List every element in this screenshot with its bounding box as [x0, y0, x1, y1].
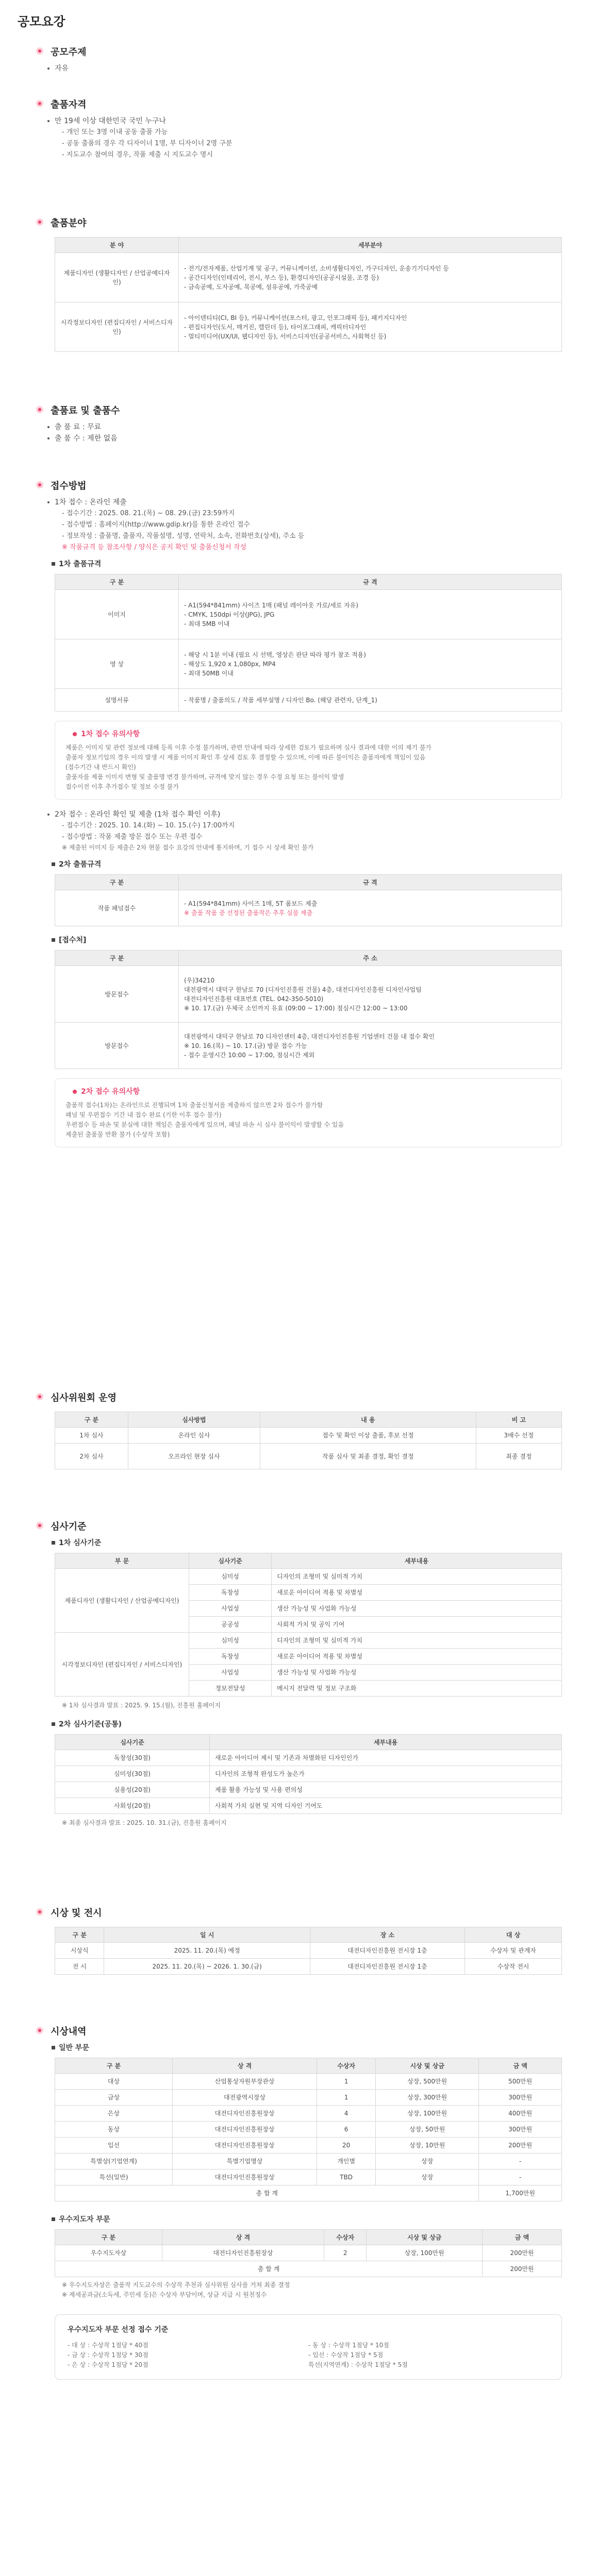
table-row [55, 2138, 562, 2154]
table-cell: 1 [317, 2074, 376, 2090]
section-heading: 출품료 및 출품수 [36, 404, 562, 416]
table-header: 구 분 [55, 951, 179, 966]
table-cell [179, 590, 562, 639]
table-header: 심사방법 [128, 1412, 260, 1428]
table-cell: 방문접수 [55, 966, 179, 1023]
table-cell: - [479, 2154, 562, 2170]
subsection-title: 2차 출품규격 [36, 859, 562, 870]
table-cell: 이미지 [55, 590, 179, 639]
notice-box [55, 1078, 562, 1147]
cell-line: - 공간디자인(인테리어, 전시, 부스 등), 환경디자인(공공시설물, 조경 등) [184, 274, 379, 281]
table-row [55, 1023, 562, 1069]
table-cell: 사회적 가치 실현 및 지역 디자인 기여도 [210, 1798, 562, 1814]
table-cell: 400만원 [479, 2106, 562, 2122]
criteria-line: - 대 상 : 수상작 1점당 * 40점 [68, 2342, 148, 2349]
table-header: 심사기준 [55, 1735, 210, 1750]
table-row [55, 2170, 562, 2185]
table-cell: 시각정보디자인 (편집디자인 / 서비스디자인) [55, 302, 179, 352]
table-cell: 우수지도자상 [55, 2245, 162, 2261]
table-cell: 새로운 아이디어 적용 및 차별성 [272, 1649, 562, 1665]
subsection-title: 일반 부문 [36, 2042, 562, 2054]
criteria-line: - 입선 : 수상작 1점당 * 5점 [308, 2351, 384, 2359]
table-header: 시상 및 상금 [367, 2230, 483, 2245]
table-header: 부 문 [55, 1553, 189, 1569]
section-eligibility [36, 98, 562, 161]
table-row [55, 1569, 562, 1585]
stage1-table [55, 574, 562, 711]
cell-line: - 아이덴티티(CI, BI 등), 커뮤니케이션(포스터, 광고, 인포그래픽 등), 패키지디자인 [184, 314, 407, 321]
section-ceremony [36, 1906, 562, 1975]
table-cell: 심미성 [189, 1569, 272, 1585]
criteria-line: - 금 상 : 수상작 1점당 * 30점 [68, 2351, 148, 2359]
section-heading: 시상내역 [36, 2025, 562, 2037]
table-header: 규 격 [179, 875, 562, 890]
notice-line: 패널 및 우편접수 기간 내 접수 완료 (기한 이후 접수 불가) [65, 1111, 222, 1118]
table-cell: 오프라인 현장 심사 [128, 1444, 260, 1469]
table-cell: 생산 가능성 및 사업화 가능성 [272, 1665, 562, 1681]
page-title: 공모요강 [18, 14, 65, 29]
table-header: 구 분 [55, 875, 179, 890]
table-cell [179, 253, 562, 302]
table-header: 내 용 [260, 1412, 476, 1428]
table-total-row [55, 2185, 562, 2201]
table-cell: 사업성 [189, 1665, 272, 1681]
cell-line: ※ 10. 16.(목) ~ 10. 17.(금) 방문 접수 가능 [184, 1042, 307, 1049]
section-heading: 시상 및 전시 [36, 1906, 562, 1919]
table-cell: 상장, 100만원 [367, 2245, 483, 2261]
table-cell: 독창성 [189, 1585, 272, 1601]
table-cell: 대상 [55, 2074, 173, 2090]
cell-line: - 멀티미디어(UX/UI, 웹디자인 등), 서비스디자인(공공서비스, 사회혁신 등) [184, 332, 387, 340]
cell-line: 대전디자인진흥원 대표번호 (TEL. 042-350-5010) [184, 995, 324, 1003]
table-cell: 2025. 11. 20.(목) 예정 [104, 1943, 310, 1959]
table-row [55, 689, 562, 711]
table-cell: 300만원 [479, 2090, 562, 2106]
section-subject [36, 45, 562, 74]
section-field [36, 216, 562, 352]
subsection-title: [접수처] [36, 935, 562, 946]
notice-line: 접수이전 이후 추가접수 및 정보 수정 불가 [65, 783, 179, 790]
section-limit [36, 404, 562, 444]
cell-line: 대전광역시 대덕구 한남로 70 (디자인진흥원 건물) 4층, 대전디자인진흥원 디자인사업팀 [184, 986, 422, 993]
cell-line: (우)34210 [184, 976, 215, 984]
table-cell: 영 상 [55, 639, 179, 689]
table-cell: 생산 가능성 및 사업화 가능성 [272, 1601, 562, 1617]
list-sub: - 공동 출품의 경우 각 디자이너 1명, 부 디자이너 2명 구분 [62, 140, 233, 147]
notice-line: 출품자를 제품 이미지 변형 및 출품명 변경 불가하며, 규격에 맞지 않는 경우 수정 요청 또는 불이익 발생 [65, 773, 344, 781]
cell-line: ※ 출품 작품 중 선정된 출품작은 추후 실물 제출 [184, 909, 313, 917]
table-cell: 제품디자인 (생활디자인 / 산업공예디자인) [55, 253, 179, 302]
table-cell: 2025. 11. 20.(목) ~ 2026. 1. 30.(금) [104, 1959, 310, 1975]
table-cell: 새로운 아이디어 제시 및 기존과 차별화된 디자인인가 [210, 1750, 562, 1766]
table-row [55, 590, 562, 639]
table-cell: 6 [317, 2122, 376, 2138]
table-header: 구 분 [55, 1412, 128, 1428]
table-row [55, 2122, 562, 2138]
jury-table [55, 1412, 562, 1469]
total-value: 200만원 [482, 2261, 561, 2277]
table-row [55, 1633, 562, 1649]
section-heading: 접수방법 [36, 479, 562, 492]
table-cell: 방문접수 [55, 1023, 179, 1069]
criteria-line: 특선(지역연계) : 수상작 1점당 * 5점 [308, 2361, 408, 2368]
table-cell: 산업통상자원부장관상 [173, 2074, 317, 2090]
total-label: 총 합 계 [55, 2185, 479, 2201]
table-header: 세부분야 [179, 238, 562, 253]
table-cell: 1차 심사 [55, 1428, 128, 1444]
table-cell: 접수 및 확인 이상 출품, 후보 선정 [260, 1428, 476, 1444]
notice-line: 제출된 출품물 반환 불가 (수상작 포함) [65, 1131, 170, 1138]
table-cell: 온라인 심사 [128, 1428, 260, 1444]
criteria2-table [55, 1734, 562, 1814]
table-cell: 대전광역시장상 [173, 2090, 317, 2106]
criteria-line: - 동 상 : 수상작 1점당 * 10점 [308, 2342, 389, 2349]
table-cell: 2 [324, 2245, 367, 2261]
table-cell: 상장, 50만원 [376, 2122, 479, 2138]
table-header: 시상 및 상금 [376, 2058, 479, 2074]
cell-line: - CMYK, 150dpi 이상(JPG), JPG [184, 611, 275, 618]
table-cell: - 작품명 / 출품의도 / 작품 세부설명 / 디자인 Bo. (해당 관련자, 단계_1) [179, 689, 562, 711]
table-cell: 대전디자인진흥원장상 [162, 2245, 324, 2261]
table-cell: 심미성 [189, 1633, 272, 1649]
list-sub: - 접수기간 : 2025. 08. 21.(목) ~ 08. 29.(금) 23:59까지 [62, 510, 235, 517]
table-cell: 특선(일반) [55, 2170, 173, 2185]
table-header: 수상자 [317, 2058, 376, 2074]
table-note: ※ 최종 심사결과 발표 : 2025. 10. 31.(금), 진흥원 홈페이지 [62, 1819, 227, 1826]
table-cell: 독창성 [189, 1649, 272, 1665]
table-cell [179, 639, 562, 689]
section-entry [36, 479, 562, 1147]
notice-title: 2차 접수 유의사항 [65, 1086, 551, 1097]
table-header: 규 격 [179, 574, 562, 590]
table-cell: 2차 심사 [55, 1444, 128, 1469]
list-note: ※ 작품규격 등 참조사항 / 양식은 공지 확인 및 출품신청서 작성 [62, 544, 246, 551]
table-cell: 메시지 전달력 및 정보 구조화 [272, 1681, 562, 1697]
table-cell: 대전디자인진흥원 전시장 1층 [310, 1959, 465, 1975]
table-cell: 사회적 가치 및 공익 기여 [272, 1617, 562, 1633]
table-cell: 최종 결정 [476, 1444, 561, 1469]
table-cell: 동상 [55, 2122, 173, 2138]
table-header: 심사기준 [189, 1553, 272, 1569]
table-cell: 특별기업명상 [173, 2154, 317, 2170]
notice-line: (접수기간 내 반드시 확인) [65, 764, 136, 771]
table-row [55, 2154, 562, 2170]
table-cell: 디자인의 조형미 및 심미적 가치 [272, 1633, 562, 1649]
table-cell [179, 890, 562, 926]
table-cell: 200만원 [482, 2245, 561, 2261]
notice-title: 1차 접수 유의사항 [65, 728, 551, 740]
table-cell [179, 1023, 562, 1069]
table-cell: 새로운 아이디어 적용 및 차별성 [272, 1585, 562, 1601]
section-prizes [36, 2025, 562, 2380]
table-cell: 제품디자인 (생활디자인 / 산업공예디자인) [55, 1569, 189, 1633]
table-header: 구 분 [55, 2058, 173, 2074]
table-cell: 설명서류 [55, 689, 179, 711]
table-row [55, 1428, 562, 1444]
table-cell: 디자인의 조형미 및 심미적 가치 [272, 1569, 562, 1585]
list-sub: - 접수방법 : 작품 제출 방문 접수 또는 우편 접수 [62, 833, 203, 841]
leader-criteria-box [55, 2314, 562, 2380]
table-header: 세부내용 [210, 1735, 562, 1750]
table-note: ※ 1차 심사결과 발표 : 2025. 9. 15.(월), 진흥원 홈페이지 [62, 1702, 221, 1709]
table-cell: 사회성(20점) [55, 1798, 210, 1814]
subsection-title: 우수지도자 부문 [36, 2214, 562, 2225]
table-row [55, 1444, 562, 1469]
table-cell: 대전디자인진흥원 전시장 1층 [310, 1943, 465, 1959]
table-cell: 전 시 [55, 1959, 104, 1975]
table-cell: 대전디자인진흥원장상 [173, 2122, 317, 2138]
table-header: 상 격 [173, 2058, 317, 2074]
section-criteria [36, 1520, 562, 1828]
table-header: 금 액 [482, 2230, 561, 2245]
table-cell: 상장, 100만원 [376, 2106, 479, 2122]
notice-line: 우편접수 등 파손 및 분실에 대한 책임은 출품자에게 있으며, 패널 파손 시 심사 불이익이 발생할 수 있음 [65, 1121, 344, 1128]
table-header: 구 분 [55, 2230, 162, 2245]
table-cell: 20 [317, 2138, 376, 2154]
table-header: 비 고 [476, 1412, 561, 1428]
leader-prize-table [55, 2229, 562, 2277]
table-header: 주 소 [179, 951, 562, 966]
table-header: 세부내용 [272, 1553, 562, 1569]
cell-line: 대전광역시 대덕구 한남로 70 디자인센터 4층, 대전디자인진흥원 기업센터 건물 내 접수 확인 [184, 1032, 435, 1040]
table-row [55, 1798, 562, 1814]
cell-line: - 금속공예, 도자공예, 목공예, 섬유공예, 가죽공예 [184, 283, 318, 291]
table-cell: - [479, 2170, 562, 2185]
notice-line: 출품자 정보기입의 경우 이의 발생 시 제품 이미지 확인 후 상세 검토 후 결정할 수 있으며, 이에 따른 불이익은 출품자에게 책임이 있음 [65, 754, 426, 761]
table-cell: 상장, 300만원 [376, 2090, 479, 2106]
table-cell: 공공성 [189, 1617, 272, 1633]
section-jury [36, 1391, 562, 1469]
table-cell: 200만원 [479, 2138, 562, 2154]
cell-line: - A1(594*841mm) 사이즈 1매 (패널 레이아웃 가로/세로 자유) [184, 601, 358, 609]
table-cell: 금상 [55, 2090, 173, 2106]
cell-line: - 해상도 1,920 x 1,080px, MP4 [184, 660, 276, 668]
table-cell: 은상 [55, 2106, 173, 2122]
table-cell: 상장 [376, 2170, 479, 2185]
notice-line: 제품은 이미지 및 관련 정보에 대해 등록 이후 수정 불가하며, 관련 안내에 따라 상세한 검토가 필요하며 심사 결과에 대한 이의 제기 불가 [65, 744, 432, 751]
table-cell: 디자인의 조형적 완성도가 높은가 [210, 1766, 562, 1782]
section-heading: 출품분야 [36, 216, 562, 229]
table-header: 금 액 [479, 2058, 562, 2074]
table-total-row [55, 2261, 562, 2277]
box-title: 우수지도자 부문 선정 접수 기준 [68, 2326, 169, 2334]
table-cell [179, 302, 562, 352]
table-cell: 사업성 [189, 1601, 272, 1617]
list-sub: - 정보작성 : 출품명, 출품자, 작품설명, 성명, 연락처, 소속, 전화번호(상세), 주소 등 [62, 532, 305, 540]
list-sub: - 접수기간 : 2025. 10. 14.(화) ~ 10. 15.(수) 17:00까지 [62, 822, 235, 829]
table-cell: 대전디자인진흥원장상 [173, 2138, 317, 2154]
table-row [55, 1959, 562, 1975]
cell-line: - 접수 운영시간 10:00 ~ 17:00, 점심시간 제외 [184, 1051, 315, 1059]
list-sub: - 개인 또는 3명 이내 공동 출품 가능 [62, 128, 168, 136]
table-cell: 상장, 10만원 [376, 2138, 479, 2154]
table-row [55, 1750, 562, 1766]
field-table [55, 237, 562, 352]
table-cell [179, 966, 562, 1023]
table-cell: 수상자 및 관계자 [465, 1943, 562, 1959]
list-sub: - 접수방법 : 홈페이지(http://www.gdip.kr)를 통한 온라인 접수 [62, 521, 250, 529]
table-row [55, 1766, 562, 1782]
total-value: 1,700만원 [479, 2185, 562, 2201]
table-cell: 3배수 선정 [476, 1428, 561, 1444]
footnote: ※ 제세공과금(소득세, 주민세 등)은 수상자 부담이며, 상금 지급 시 원천징수 [62, 2291, 267, 2298]
ceremony-table [55, 1927, 562, 1975]
table-cell: 실용성(20점) [55, 1782, 210, 1798]
table-row [55, 2074, 562, 2090]
cell-line: ※ 10. 17.(금) 우체국 소인까지 유효 (09:00 ~ 17:00) 점심시간 12:00 ~ 13:00 [184, 1004, 408, 1012]
table-row [55, 2106, 562, 2122]
criteria-line: - 은 상 : 수상작 1점당 * 20점 [68, 2361, 148, 2368]
cell-line: - 최대 50MB 이내 [184, 669, 234, 677]
notice-line: 출품작 접수(1차)는 온라인으로 진행되며 1차 출품신청서를 제출하지 않으면 2차 접수가 불가함 [65, 1101, 323, 1109]
cell-line: - 해당 시 1분 이내 (필요 시 선택, 영상은 판단 따라 평가 참조 적용) [184, 651, 366, 658]
footnote: ※ 우수지도자상은 출품작 지도교수의 수상작 추천과 심사위원 심사를 거쳐 최종 결정 [62, 2281, 290, 2289]
table-cell: 상장 [376, 2154, 479, 2170]
table-cell: 입선 [55, 2138, 173, 2154]
table-cell: 정보전달성 [189, 1681, 272, 1697]
table-row [55, 1943, 562, 1959]
table-header: 일 시 [104, 1927, 310, 1943]
table-cell: 수상작 전시 [465, 1959, 562, 1975]
section-heading: 심사위원회 운영 [36, 1391, 562, 1403]
section-heading: 심사기준 [36, 1520, 562, 1532]
table-header: 상 격 [162, 2230, 324, 2245]
subsection-title: 2차 심사기준(공통) [36, 1719, 562, 1730]
list-note: ※ 제출된 이미지 등 제출은 2차 현물 접수 요강의 안내에 통지하며, 기 접수 시 상세 확인 불가 [62, 844, 314, 851]
table-header: 구 분 [55, 1927, 104, 1943]
table-cell: 특별상(기업연계) [55, 2154, 173, 2170]
list-item: 만 19세 이상 대한민국 국민 누구나 [36, 115, 562, 127]
cell-line: - 편집디자인(도서, 매거진, 캘린더 등), 타이포그래피, 캐릭터디자인 [184, 323, 367, 331]
table-row [55, 639, 562, 689]
list-item: 자유 [36, 63, 562, 74]
table-cell: 1 [317, 2090, 376, 2106]
subsection-title: 1차 심사기준 [36, 1537, 562, 1549]
table-row [55, 890, 562, 926]
list-item: 출 품 료 : 무료 [36, 421, 562, 433]
table-cell: 500만원 [479, 2074, 562, 2090]
table-row [55, 966, 562, 1023]
table-cell: 4 [317, 2106, 376, 2122]
cell-line: - A1(594*841mm) 사이즈 1매, 5T 폼보드 제출 [184, 900, 318, 907]
table-header: 대 상 [465, 1927, 562, 1943]
cell-line: - 최대 5MB 이내 [184, 620, 230, 628]
table-cell: 시각정보디자인 (편집디자인 / 서비스디자인) [55, 1633, 189, 1697]
subsection-title: 1차 출품규격 [36, 558, 562, 570]
table-row [55, 2090, 562, 2106]
cell-line: - 전기/전자제품, 산업기계 및 공구, 커뮤니케이션, 소비생활디자인, 가구디자인, 운송기기디자인 등 [184, 264, 449, 272]
table-cell: TBD [317, 2170, 376, 2185]
prize-table [55, 2058, 562, 2201]
table-row [55, 1782, 562, 1798]
list-item: 1차 접수 : 온라인 제출 [36, 497, 562, 508]
stage2-table [55, 874, 562, 926]
place-table [55, 950, 562, 1069]
table-cell: 독창성(30점) [55, 1750, 210, 1766]
criteria1-table [55, 1553, 562, 1697]
list-item: 출 품 수 : 제한 없음 [36, 433, 562, 444]
table-cell: 심미성(30점) [55, 1766, 210, 1782]
total-label: 총 합 계 [55, 2261, 483, 2277]
notice-box [55, 721, 562, 800]
section-heading: 공모주제 [36, 45, 562, 58]
table-cell: 작품 심사 및 최종 결정, 확인 결정 [260, 1444, 476, 1469]
table-row [55, 302, 562, 352]
table-header: 수상자 [324, 2230, 367, 2245]
list-sub: - 지도교수 참여의 경우, 작품 제출 시 지도교수 명시 [62, 151, 213, 159]
table-cell: 상장, 500만원 [376, 2074, 479, 2090]
table-row [55, 253, 562, 302]
table-cell: 제품 활용 가능성 및 사용 편의성 [210, 1782, 562, 1798]
table-cell: 작품 패널접수 [55, 890, 179, 926]
table-header: 구 분 [55, 574, 179, 590]
table-row [55, 2245, 562, 2261]
table-cell: 시상식 [55, 1943, 104, 1959]
table-header: 분 야 [55, 238, 179, 253]
section-heading: 출품자격 [36, 98, 562, 110]
table-cell: 대전디자인진흥원장상 [173, 2106, 317, 2122]
table-header: 장 소 [310, 1927, 465, 1943]
table-cell: 300만원 [479, 2122, 562, 2138]
list-item: 2차 접수 : 온라인 확인 및 제출 (1차 접수 확인 이후) [36, 809, 562, 820]
table-cell: 개인별 [317, 2154, 376, 2170]
table-cell: 대전디자인진흥원장상 [173, 2170, 317, 2185]
